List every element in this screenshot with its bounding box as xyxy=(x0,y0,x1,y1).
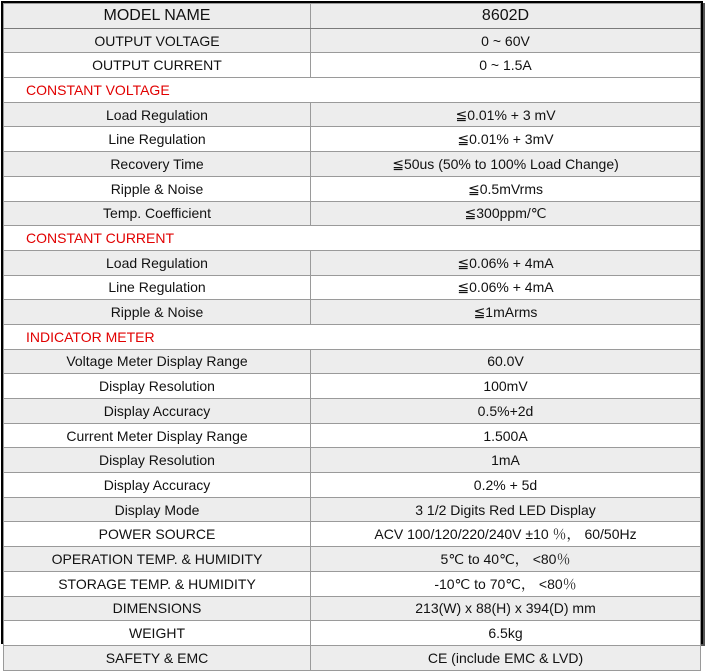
section-title: CONSTANT VOLTAGE xyxy=(4,78,701,103)
spec-row xyxy=(4,448,701,473)
spec-row xyxy=(4,349,701,374)
spec-row xyxy=(4,250,701,275)
spec-row xyxy=(4,497,701,522)
spec-label: POWER SOURCE xyxy=(4,522,311,547)
spec-label: Line Regulation xyxy=(4,275,311,300)
spec-label: DIMENSIONS xyxy=(4,596,311,621)
section-title: CONSTANT CURRENT xyxy=(4,226,701,251)
header-value: 8602D xyxy=(311,4,701,29)
spec-label: OUTPUT VOLTAGE xyxy=(4,28,311,53)
spec-value: 1.500A xyxy=(311,423,701,448)
spec-value: ≦0.06% + 4mA xyxy=(311,250,701,275)
spec-value: 6.5kg xyxy=(311,621,701,646)
spec-label: Recovery Time xyxy=(4,152,311,177)
section-header-row xyxy=(4,226,701,251)
section-header-row xyxy=(4,324,701,349)
spec-row xyxy=(4,645,701,670)
spec-table xyxy=(3,3,701,671)
spec-value: ≦0.06% + 4mA xyxy=(311,275,701,300)
spec-row xyxy=(4,374,701,399)
spec-label: Temp. Coefficient xyxy=(4,201,311,226)
spec-label: Ripple & Noise xyxy=(4,176,311,201)
spec-value: ACV 100/120/220/240V ±10 ％， 60/50Hz xyxy=(311,522,701,547)
section-title: INDICATOR METER xyxy=(4,324,701,349)
spec-value: ≦0.01% + 3mV xyxy=(311,127,701,152)
spec-value: ≦300ppm/℃ xyxy=(311,201,701,226)
spec-row xyxy=(4,571,701,596)
spec-row xyxy=(4,300,701,325)
spec-value: 60.0V xyxy=(311,349,701,374)
spec-label: Display Mode xyxy=(4,497,311,522)
spec-row xyxy=(4,152,701,177)
spec-table-frame xyxy=(1,1,703,666)
spec-value: 0.5%+2d xyxy=(311,399,701,424)
spec-label: Line Regulation xyxy=(4,127,311,152)
table-header-row xyxy=(4,4,701,29)
spec-label: Ripple & Noise xyxy=(4,300,311,325)
spec-label: OPERATION TEMP. & HUMIDITY xyxy=(4,547,311,572)
spec-label: WEIGHT xyxy=(4,621,311,646)
spec-value: 3 1/2 Digits Red LED Display xyxy=(311,497,701,522)
spec-label: Display Accuracy xyxy=(4,399,311,424)
spec-label: SAFETY & EMC xyxy=(4,645,311,670)
spec-label: STORAGE TEMP. & HUMIDITY xyxy=(4,571,311,596)
spec-table-body xyxy=(4,4,701,671)
spec-row xyxy=(4,127,701,152)
spec-row xyxy=(4,596,701,621)
spec-value: 0 ~ 1.5A xyxy=(311,53,701,78)
spec-value: 213(W) x 88(H) x 394(D) mm xyxy=(311,596,701,621)
spec-label: Load Regulation xyxy=(4,102,311,127)
spec-value: ≦50us (50% to 100% Load Change) xyxy=(311,152,701,177)
spec-value: 1mA xyxy=(311,448,701,473)
spec-value: 0 ~ 60V xyxy=(311,28,701,53)
spec-row xyxy=(4,621,701,646)
spec-label: Load Regulation xyxy=(4,250,311,275)
spec-label: Display Accuracy xyxy=(4,473,311,498)
spec-row xyxy=(4,53,701,78)
spec-row xyxy=(4,102,701,127)
spec-row xyxy=(4,423,701,448)
header-label: MODEL NAME xyxy=(4,4,311,29)
spec-value: CE (include EMC & LVD) xyxy=(311,645,701,670)
spec-value: ≦1mArms xyxy=(311,300,701,325)
spec-label: Voltage Meter Display Range xyxy=(4,349,311,374)
spec-label: Display Resolution xyxy=(4,374,311,399)
spec-row xyxy=(4,28,701,53)
spec-row xyxy=(4,522,701,547)
spec-value: ≦0.5mVrms xyxy=(311,176,701,201)
spec-row xyxy=(4,399,701,424)
spec-value: ≦0.01% + 3 mV xyxy=(311,102,701,127)
spec-label: Display Resolution xyxy=(4,448,311,473)
spec-label: OUTPUT CURRENT xyxy=(4,53,311,78)
section-header-row xyxy=(4,78,701,103)
spec-row xyxy=(4,547,701,572)
spec-row xyxy=(4,176,701,201)
spec-row xyxy=(4,201,701,226)
spec-label: Current Meter Display Range xyxy=(4,423,311,448)
spec-row xyxy=(4,275,701,300)
spec-value: -10℃ to 70℃， <80％ xyxy=(311,571,701,596)
spec-value: 0.2% + 5d xyxy=(311,473,701,498)
spec-value: 5℃ to 40℃， <80％ xyxy=(311,547,701,572)
spec-value: 100mV xyxy=(311,374,701,399)
spec-row xyxy=(4,473,701,498)
